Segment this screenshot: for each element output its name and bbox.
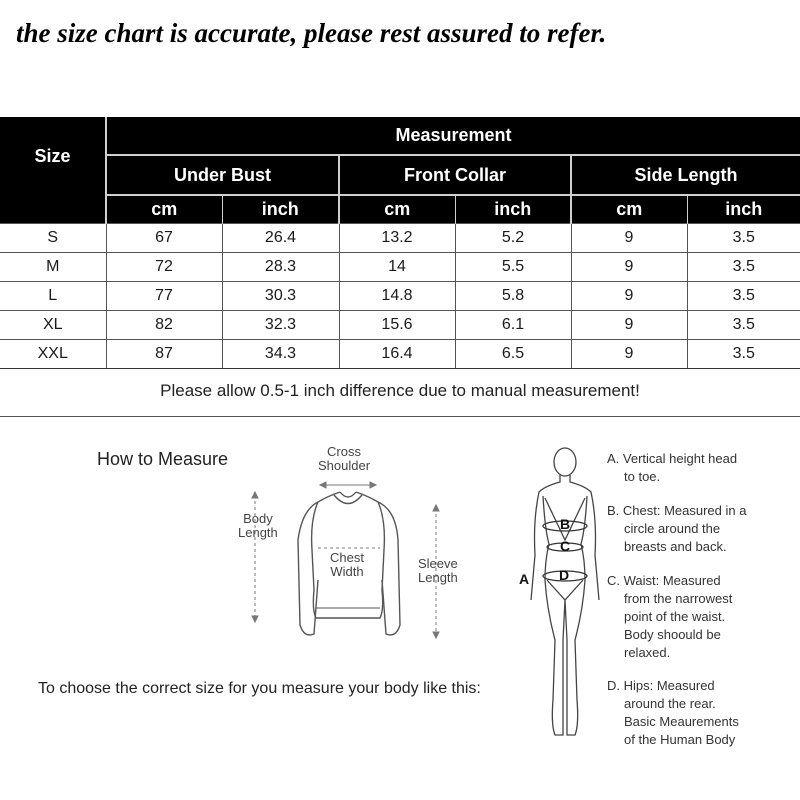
size-cell: L [0, 281, 106, 310]
description-d-line: of the Human Body [624, 732, 736, 747]
unit-header: cm [339, 195, 455, 223]
table-cell: 15.6 [339, 310, 455, 339]
table-cell: 5.8 [455, 281, 571, 310]
table-cell: 9 [571, 223, 687, 252]
table-cell: 6.5 [455, 339, 571, 368]
size-header: Size [0, 117, 106, 195]
table-cell: 5.5 [455, 252, 571, 281]
table-cell: 13.2 [339, 223, 455, 252]
point-c-label: C [560, 538, 571, 554]
cross-shoulder-label [318, 445, 370, 473]
table-cell: 9 [571, 281, 687, 310]
how-to-measure-title: How to Measure [97, 449, 229, 469]
point-a-label: A [519, 571, 530, 587]
description-c-line: relaxed. [624, 645, 671, 660]
size-cell: XXL [0, 339, 106, 368]
description-b-line: B. Chest: Measured in a [607, 503, 747, 518]
chest-width-line-2: Width [330, 564, 364, 579]
table-cell: 14.8 [339, 281, 455, 310]
table-cell: 16.4 [339, 339, 455, 368]
description-c-line: from the narrowest [624, 591, 733, 606]
description-c-line: C. Waist: Measured [607, 573, 721, 588]
measurement-disclaimer: Please allow 0.5-1 inch difference due to manual measurement! [160, 381, 640, 400]
table-cell: 6.1 [455, 310, 571, 339]
chest-width-line-1: Chest [330, 550, 364, 565]
human-body-diagram [515, 440, 605, 750]
headline: the size chart is accurate, please rest assured to refer. [16, 18, 607, 48]
cross-shoulder-line-1: Cross [327, 444, 361, 459]
table-cell: 3.5 [687, 310, 800, 339]
table-row [0, 310, 800, 339]
table-cell: 28.3 [222, 252, 339, 281]
description-b-line: circle around the [624, 521, 721, 536]
size-cell: XL [0, 310, 106, 339]
description-d [607, 677, 739, 749]
unit-header: cm [571, 195, 687, 223]
unit-header: inch [222, 195, 339, 223]
group-header-under-bust: Under Bust [106, 155, 339, 195]
table-cell: 32.3 [222, 310, 339, 339]
table-cell: 26.4 [222, 223, 339, 252]
table-row [0, 281, 800, 310]
description-b-line: breasts and back. [624, 539, 727, 554]
description-d-line: D. Hips: Measured [607, 678, 715, 693]
size-cell: M [0, 252, 106, 281]
measurement-header: Measurement [106, 117, 800, 155]
size-chart-table [0, 117, 800, 369]
size-cell: S [0, 223, 106, 252]
table-row [0, 339, 800, 368]
chest-width-label [330, 551, 364, 579]
table-cell: 9 [571, 310, 687, 339]
table-cell: 87 [106, 339, 222, 368]
table-cell: 14 [339, 252, 455, 281]
table-cell: 82 [106, 310, 222, 339]
section-divider [0, 416, 800, 417]
unit-header: inch [455, 195, 571, 223]
description-c-line: point of the waist. [624, 609, 726, 624]
description-a-line: to toe. [624, 469, 661, 484]
table-row [0, 252, 800, 281]
table-row [0, 223, 800, 252]
sweater-diagram [230, 440, 480, 650]
description-b [607, 502, 746, 556]
table-cell: 67 [106, 223, 222, 252]
description-a [607, 450, 737, 486]
table-cell: 5.2 [455, 223, 571, 252]
body-length-label [238, 512, 278, 540]
body-outline-illustration [515, 440, 605, 750]
body-length-line-2: Length [238, 525, 278, 540]
group-header-side-length: Side Length [571, 155, 800, 195]
description-c [607, 572, 732, 662]
group-header-front-collar: Front Collar [339, 155, 571, 195]
table-cell: 34.3 [222, 339, 339, 368]
table-cell: 72 [106, 252, 222, 281]
description-c-line: Body shoould be [624, 627, 721, 642]
table-cell: 77 [106, 281, 222, 310]
unit-header: inch [687, 195, 800, 223]
point-d-label: D [559, 567, 570, 583]
table-cell: 9 [571, 252, 687, 281]
table-cell: 9 [571, 339, 687, 368]
cross-shoulder-line-2: Shoulder [318, 458, 371, 473]
description-d-line: around the rear. [624, 696, 716, 711]
table-cell: 3.5 [687, 223, 800, 252]
description-d-line: Basic Meaurements [624, 714, 739, 729]
table-cell: 30.3 [222, 281, 339, 310]
choose-size-instruction: To choose the correct size for you measure your body like this: [38, 680, 481, 697]
description-a-line: A. Vertical height head [607, 451, 738, 466]
sleeve-length-line-1: Sleeve [418, 556, 458, 571]
table-cell: 3.5 [687, 252, 800, 281]
unit-header: cm [106, 195, 222, 223]
body-length-line-1: Body [243, 511, 273, 526]
sleeve-length-line-2: Length [418, 570, 458, 585]
sleeve-length-label [418, 557, 458, 585]
point-b-label: B [560, 516, 571, 532]
table-cell: 3.5 [687, 339, 800, 368]
table-cell: 3.5 [687, 281, 800, 310]
